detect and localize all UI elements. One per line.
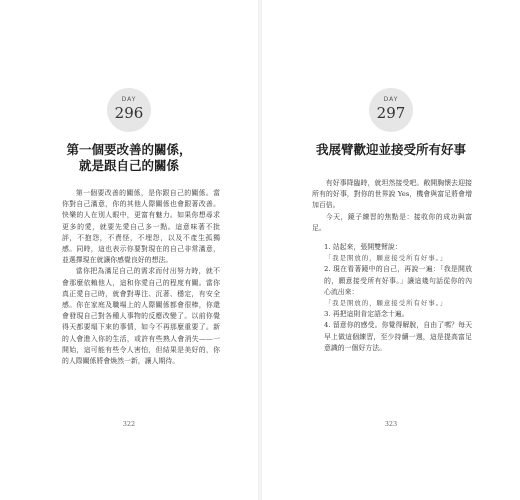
paragraph: 當你把為滿足自己的需求而付出努力時，就不會那麼依賴他人，這和你愛自己的程度有關。當你真正愛自己時，就會對專注、沉著、穩定，有安全感。你在家庭及職場上的人際關係都會很棒，你還會發現自己對各種人事物的反應改變了。以前你覺得天都要塌下來的事情，如今不再那麼重要了。新的人會進入你的生活，或許有些熟人會消失——一開始，這可能有些令人害怕，但結果是美好的，你的人際關係將會煥然一新，讓人期待。 (62, 267, 220, 366)
day-badge (107, 88, 151, 132)
page-title: 我展臂歡迎並接受所有好事 (315, 142, 466, 157)
exercise-step: 1. 站起來，張開雙臂說： (324, 243, 402, 252)
exercise-step: 4. 留意你的感受。你覺得解脫，自由了嗎？每天早上做這個練習，至少持續一週，這是提高富足意識的一個好方法。 (324, 321, 472, 352)
paragraph: 第一個要改善的關係，是你跟自己的關係。當你對自己滿意，你的其他人際關係也會跟著改善。快樂的人在別人眼中，更富有魅力。如果你想尋求更多的愛，就要先愛自己多一點。這意味著不批評，不抱怨，不責怪，不埋怨，以及不產生孤獨感。同時，這也表示你要對現在的自己非常滿意，並選擇現在就讓你感覺良好的想法。 (62, 189, 220, 265)
day-label: DAY (121, 96, 137, 103)
day-number: 296 (114, 104, 144, 122)
body-text (62, 188, 220, 367)
paragraph: 今天，鏡子練習的焦點是：接收你的成功與富足。 (312, 212, 472, 232)
day-badge (369, 88, 413, 132)
exercise-step: 3. 再把這則肯定語念十遍。 (324, 310, 409, 319)
day-number: 297 (376, 104, 406, 122)
page-number: 322 (122, 420, 136, 428)
affirmation-quote: 「我是開放的，願意接受所有好事。」 (324, 299, 448, 308)
right-page (262, 0, 520, 500)
exercise-step: 2. 現在看著鏡中的自己，再說一遍：「我是開放的，願意接受所有好事。」讓這幾句話從你的內心流出來： (324, 265, 472, 296)
body-text (312, 178, 472, 354)
page-number: 323 (384, 420, 398, 428)
left-page (0, 0, 258, 500)
affirmation-quote: 「我是開放的，願意接受所有好事。」 (324, 254, 448, 263)
page-title (0, 142, 258, 174)
title-line: 就是跟自己的關係 (78, 158, 179, 173)
day-label: DAY (383, 96, 399, 103)
paragraph: 有好事降臨時，就坦然接受吧。敞開胸懷去迎接所有的好事，對你的世界說 Yes，機會與富足將會增加百倍。 (312, 179, 472, 210)
title-line: 第一個要改善的關係， (66, 142, 192, 157)
